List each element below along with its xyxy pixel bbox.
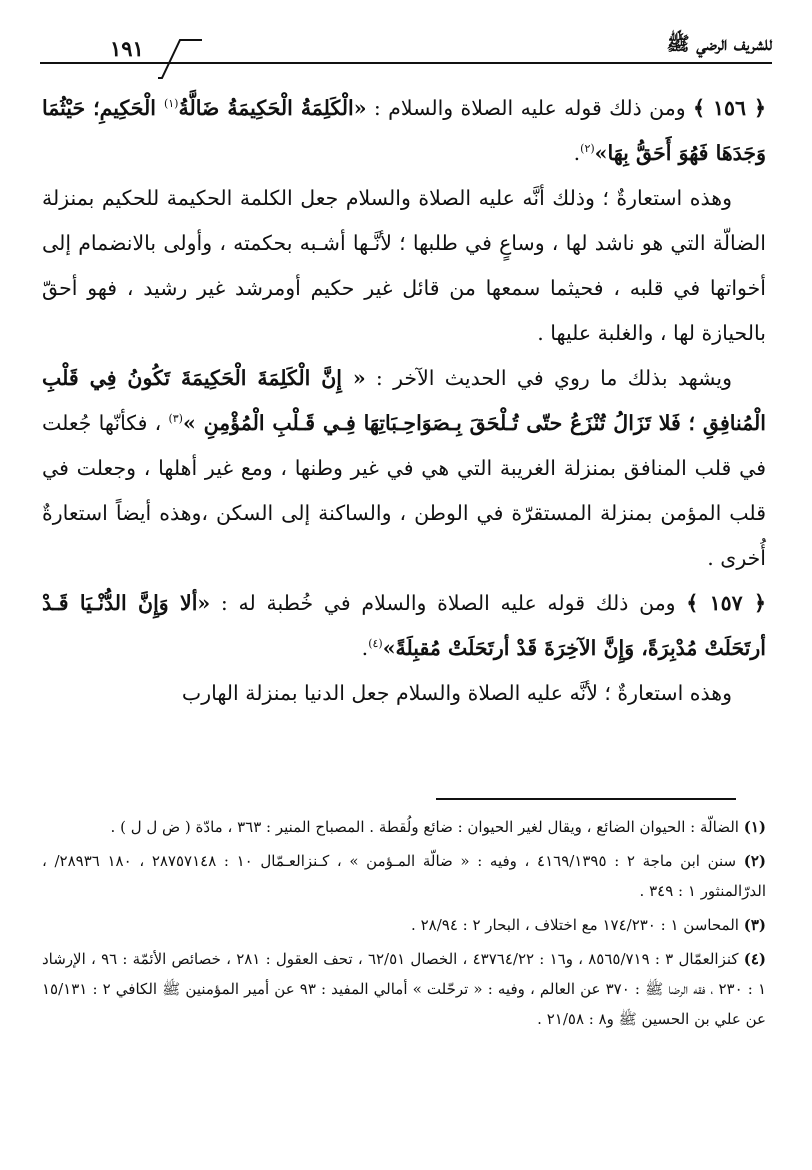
punctuation: . bbox=[573, 141, 581, 165]
footnote-ref: (١) bbox=[163, 97, 179, 111]
hadith-quote: «الْكَلِمَةُ الْحَكِيمَةُ ضَالَّةُ bbox=[178, 96, 367, 120]
footnote-text: سنن ابن ماجة ٢ : ٤١٦٩/١٣٩٥ ، وفيه : « ضالّة المـؤمن » ، كـنزالعـمّال ١٠ : ٢٨٧٥٧١٤٨ ، ١٨٠ ٢٨٩٣٦/ ، الدرّالمنثور ١ : ٣٤٩ . bbox=[42, 852, 766, 900]
hadith-quote: «ألا وَإِنَّ الدُّنْـيَا قَـدْ أرتَحَلَتْ مُدْبِرَةً، وَإِنَّ الآخِرَةَ قَدْ أرتَحَلَتْ مُقبِلَةً» bbox=[42, 591, 766, 660]
footnote-1 bbox=[42, 812, 766, 842]
paragraph-text: ويشهد بذلك ما روي في الحديث الآخر : bbox=[365, 366, 732, 390]
footnote-3 bbox=[42, 910, 766, 940]
paragraph-commentary-2 bbox=[42, 356, 766, 581]
footnote-mark: (٣) bbox=[743, 916, 766, 934]
footnotes bbox=[42, 812, 766, 1038]
paragraph-157 bbox=[42, 581, 766, 671]
footnote-4 bbox=[42, 944, 766, 1034]
main-text bbox=[42, 86, 766, 716]
footnote-text: الضالّة : الحيوان الضائع ، ويقال لغير الحيوان : ضائع ولُقطة . المصباح المنير : ٣٦٣ ، مادّة ( ض ل ل ) . bbox=[110, 818, 744, 836]
section-number: ﴿ ١٥٧ ﴾ bbox=[686, 591, 767, 615]
footnote-mark: (١) bbox=[743, 818, 766, 836]
footnote-mark: (٢) bbox=[743, 852, 767, 870]
hadith-quote-cont: الْحَكِيمِ؛ حَيْثُمَا وَجَدَهَا فَهُوَ أَحَقُّ بِهَا» bbox=[42, 96, 766, 165]
footnote-ref: (٢) bbox=[580, 142, 595, 156]
header-rule bbox=[40, 62, 772, 64]
paragraph-intro: ومن ذلك قوله عليه الصلاة والسلام : bbox=[366, 96, 693, 120]
footnote-rule bbox=[436, 798, 736, 800]
running-title: للشريف الرضي ﷺ bbox=[666, 33, 772, 55]
footnote-2 bbox=[42, 846, 766, 906]
page-number: ١٩١ bbox=[110, 36, 144, 61]
paragraph-text: ، فكأنّها جُعلت في قلب المنافق بمنزلة الغريبة التي هي في غير وطنها ، ومع غير أهلها ، وجعلت في قلب المؤمن بمنزلة المستقرّة في الوطن ، والساكنة إلى السكن ،وهذه أيضاً استعارةٌ أُخرى . bbox=[42, 411, 766, 570]
paragraph-156 bbox=[42, 86, 766, 176]
footnote-ref: (٤) bbox=[368, 637, 383, 651]
paragraph-intro: ومن ذلك قوله عليه الصلاة والسلام في خُطبة له : bbox=[210, 591, 687, 615]
footnote-text: كنزالعمّال ٣ : ٨٥٦٥/٧١٩ ، و١٦ : ٤٣٧٦٤/٢٢ ، الخصال ٦٢/٥١ ، تحف العقول : ٢٨١ ، خصائص الأئمّة : ٩٦ ، الإرشاد ١ : ٢٣٠ ، فقه الرضا ﷺ : ٣٧٠ عن العالم ، وفيه : « ترحّلت » أمالي المفيد : ٩٣ عن أمير المؤمنين ﷺ الكافي ٢ : ١٥/١٣١ عن علي بن الحسين ﷺ و٨ : ٢١/٥٨ . bbox=[42, 950, 767, 1028]
paragraph-commentary-1: وهذه استعارةٌ ؛ وذلك أنَّه عليه الصلاة والسلام جعل الكلمة الحكيمة للحكيم بمنزلة الضالّة التي هو ناشد لها ، وساعٍ في طلبها ؛ لأنَّـها أشـبه بحكمته ، وأولى بالانضمام إلى أخواتها في قلبه ، فحيثما سمعها من قائل غير حكيم أومرشد غير رشيد ، فهو أحقّ بالحيازة لها ، والغلبة عليها . bbox=[42, 186, 766, 345]
footnote-mark: (٤) bbox=[743, 950, 767, 968]
punctuation: . bbox=[361, 636, 369, 660]
paragraph-commentary-3: وهذه استعارةٌ ؛ لأنَّه عليه الصلاة والسلام جعل الدنيا بمنزلة الهارب bbox=[181, 681, 732, 705]
footnote-text: المحاسن ١ : ١٧٤/٢٣٠ مع اختلاف ، البحار ٢ : ٢٨/٩٤ . bbox=[411, 916, 744, 934]
hadith-quote: « إِنَّ الْكَلِمَةَ الْحَكِيمَةَ تَكُونُ فِي قَلْبِ الْمُنافِقِ ؛ فَلا تَزَالُ تُنْزَعُ حتّى تُـلْحَقَ بِـصَوَاحِـبَاتِهَا فِـي قَـلْبِ الْمُؤْمِنِ » bbox=[42, 366, 767, 435]
footnote-ref: (٣) bbox=[168, 412, 183, 426]
section-number: ﴿ ١٥٦ ﴾ bbox=[692, 96, 767, 120]
